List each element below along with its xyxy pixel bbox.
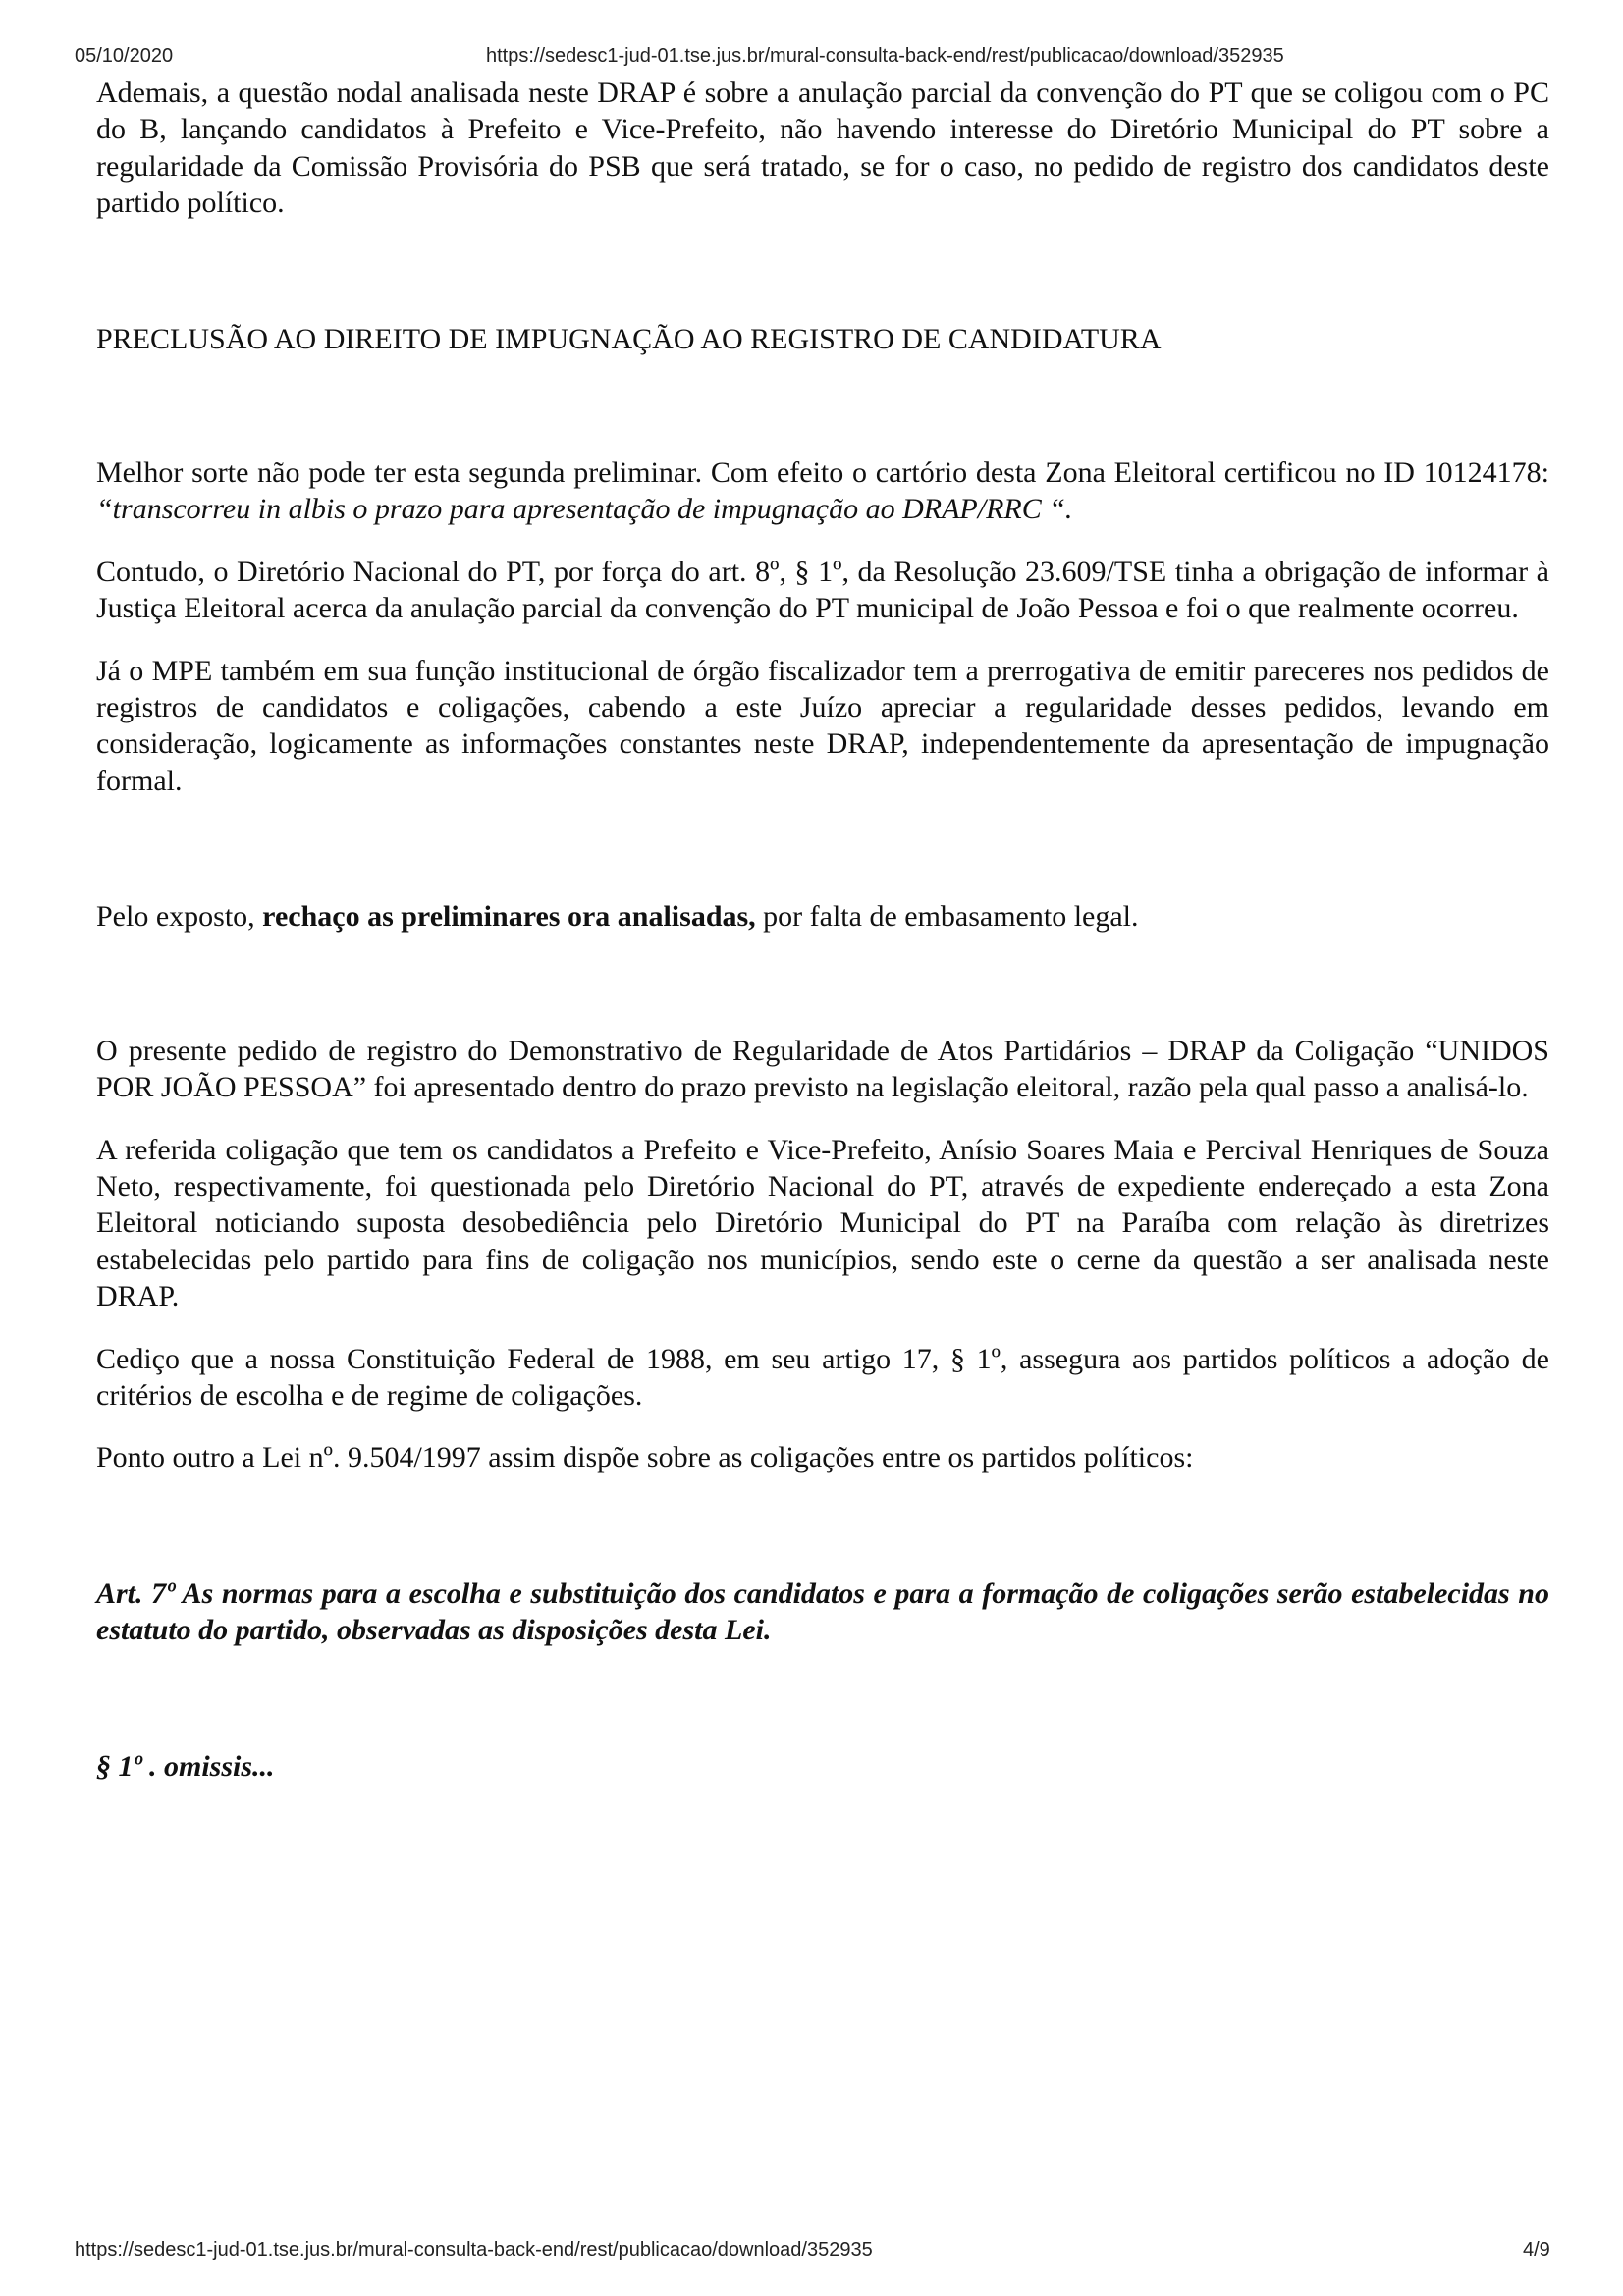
pelo-exposto-lead: Pelo exposto, bbox=[96, 900, 263, 934]
paragraph-pedido-registro: O presente pedido de registro do Demonstrativo de Regularidade de Atos Partidários – DRAP da Coligação “UNIDOS POR JOÃO PESSOA” foi apresentado dentro do prazo previsto na legislação eleitoral, razão pela qual passo a analisá-lo. bbox=[96, 1034, 1549, 1104]
pelo-exposto-bold: rechaço as preliminares ora analisadas, bbox=[262, 900, 756, 934]
paragraph-pelo-exposto bbox=[96, 898, 1549, 934]
footer-url: https://sedesc1-jud-01.tse.jus.br/mural-consulta-back-end/rest/publicacao/download/352935 bbox=[75, 2239, 873, 2261]
paragraph-segunda-preliminar bbox=[96, 454, 1549, 528]
paragraph-lei-9504: Ponto outro a Lei nº. 9.504/1997 assim dispõe sobre as coligações entre os partidos políticos: bbox=[96, 1441, 1194, 1474]
quote-paragrafo-1: § 1º . omissis... bbox=[96, 1749, 275, 1783]
document-body bbox=[96, 75, 1549, 1785]
paragraph-drap-nodal: Ademais, a questão nodal analisada neste DRAP é sobre a anulação parcial da convenção do PT que se coligou com o PC do B, lançando candidatos à Prefeito e Vice-Prefeito, não havendo interesse do Diretório Municipal do PT sobre a regularidade da Comissão Provisória do PSB que será tratado, se for o caso, no pedido de registro dos candidatos deste partido político. bbox=[96, 77, 1549, 220]
paragraph-coligacao-questionada: A referida coligação que tem os candidatos a Prefeito e Vice-Prefeito, Anísio Soares Maia e Percival Henriques de Souza Neto, respectivamente, foi questionada pelo Diretório Nacional do PT, através de expediente endereçado a esta Zona Eleitoral noticiando suposta desobediência pelo Diretório Municipal do PT na Paraíba com relação às diretrizes estabelecidas pelo partido para fins de coligação nos municípios, sendo este o cerne da questão a ser analisada neste DRAP. bbox=[96, 1133, 1549, 1313]
paragraph-mpe: Já o MPE também em sua função institucional de órgão fiscalizador tem a prerrogativa de emitir pareceres nos pedidos de registros de candidatos e coligações, cabendo a este Juízo apreciar a regularidade desses pedidos, levando em consideração, logicamente as informações constantes neste DRAP, independentemente da apresentação de impugnação formal. bbox=[96, 654, 1549, 797]
header-date: 05/10/2020 bbox=[75, 45, 174, 67]
section-heading-preclusao: PRECLUSÃO AO DIREITO DE IMPUGNAÇÃO AO REGISTRO DE CANDIDATURA bbox=[96, 322, 1162, 355]
paragraph-diretorio-nacional: Contudo, o Diretório Nacional do PT, por força do art. 8º, § 1º, da Resolução 23.609/TSE tinha a obrigação de informar à Justiça Eleitoral acerca da anulação parcial da convenção do PT municipal de João Pessoa e foi o que realmente ocorreu. bbox=[96, 555, 1549, 625]
header-url: https://sedesc1-jud-01.tse.jus.br/mural-consulta-back-end/rest/publicacao/download/352935 bbox=[486, 45, 1284, 67]
certidao-quote: “transcorreu in albis o prazo para apresentação de impugnação ao DRAP/RRC “. bbox=[96, 493, 1073, 526]
footer-page-number: 4/9 bbox=[1523, 2239, 1550, 2261]
pelo-exposto-tail: por falta de embasamento legal. bbox=[755, 900, 1139, 934]
paragraph-segunda-preliminar-text: Melhor sorte não pode ter esta segunda preliminar. Com efeito o cartório desta Zona Eleitoral certificou no ID 10124178: bbox=[96, 456, 1549, 490]
quote-art-7: Art. 7º As normas para a escolha e substituição dos candidatos e para a formação de coligações serão estabelecidas no estatuto do partido, observadas as disposições desta Lei. bbox=[96, 1576, 1549, 1647]
paragraph-constituicao: Cediço que a nossa Constituição Federal de 1988, em seu artigo 17, § 1º, assegura aos partidos políticos a adoção de critérios de escolha e de regime de coligações. bbox=[96, 1342, 1549, 1412]
